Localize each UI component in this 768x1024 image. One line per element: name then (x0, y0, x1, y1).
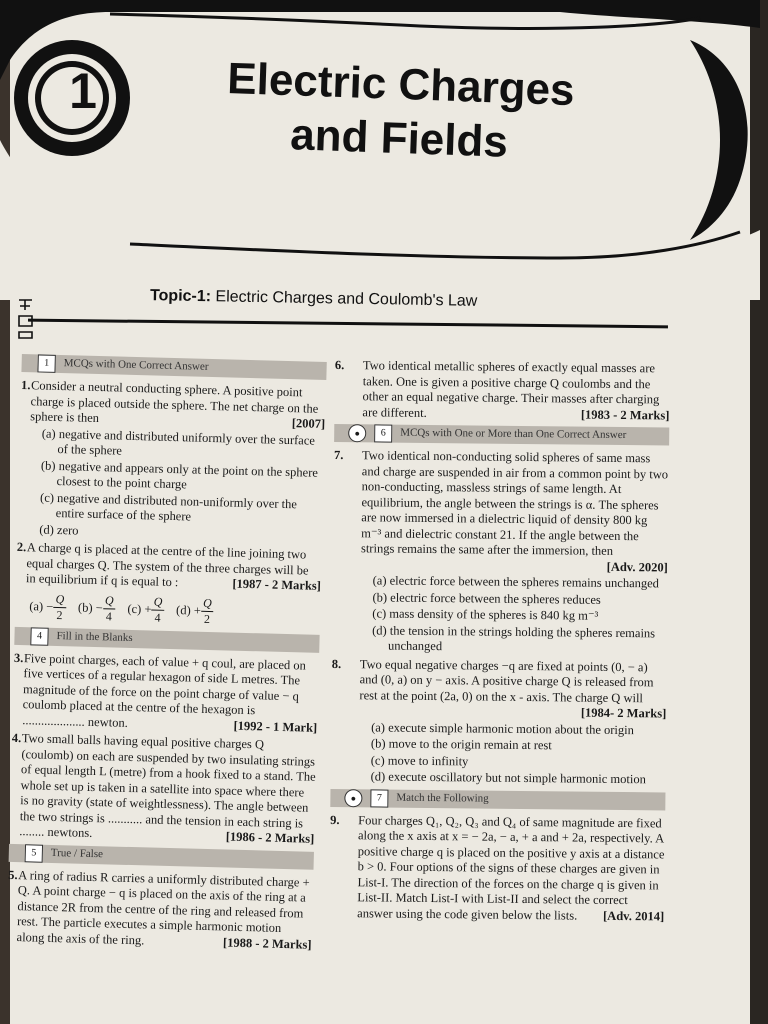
section-number: 6 (374, 424, 392, 442)
question-7 (332, 448, 669, 657)
question-number: 5. (8, 867, 18, 882)
section-label: True / False (50, 846, 104, 861)
section-number: 4 (30, 627, 48, 645)
question-number: 4. (11, 730, 22, 746)
topic-rule (28, 319, 668, 329)
question-number: 6. (334, 358, 345, 373)
textbook-page (10, 0, 750, 1024)
question-tag: [1986 - 2 Marks] (225, 829, 315, 846)
question-number: 9. (330, 812, 340, 827)
question-text: Two identical non-conducting solid spheres of same mass and charge are suspended in air from a common point by two non-conducting, massless strings of same length. At equilibrium, the angle between the strings is α. The spheres are now immersed in a dielectric liquid of density 800 kg m⁻³ and dielectric constant 21. If the angle between the strings remains the same after the immersion, then (360, 448, 669, 558)
section-header-fill-blanks (14, 626, 319, 652)
section-number: 7 (370, 789, 388, 807)
question-tag: [Adv. 2020] (606, 559, 668, 574)
chapter-title-line2: and Fields (289, 110, 509, 167)
option-c: (c) + $\frac{Q}{4}$ (127, 594, 163, 625)
question-9 (329, 812, 665, 924)
question-8 (331, 656, 667, 788)
section-label: Match the Following (396, 791, 489, 805)
option-d: (d) execute oscillatory but not simple harmonic motion (370, 769, 646, 787)
section-header-mcq-multiple (334, 424, 669, 446)
question-4 (9, 731, 317, 847)
topic-prefix: Topic-1: (149, 287, 212, 306)
option-d: (d) the tension in the strings holding the spheres remains unchanged (372, 622, 656, 654)
lightbulb-icon: ● (348, 424, 366, 442)
section-number: 1 (37, 354, 55, 372)
option-b: (b) negative and appears only at the point on the sphere closest to the point charge (40, 458, 319, 492)
section-label: MCQs with One Correct Answer (63, 357, 209, 374)
question-text: Four charges Q₁, Q₂, Q₃ and Q₄ of same magnitude are fixed along the x axis at x = − 2a, − a, + a and + 2a, respectively. A positive charge q is placed on the positive y axis at a distance b > 0. Four options of the signs of these charges are given in List-I. The direction of the forces on the charge q is given in List-II. Match List-I with List-II and select the correct answer using the code given below the lists. (357, 812, 665, 923)
section-label: MCQs with One or More than One Correct Answer (400, 426, 627, 442)
section-number: 5 (25, 844, 43, 862)
question-tag: [2007] (291, 416, 326, 431)
chapter-number: 1 (69, 63, 97, 119)
lightbulb-icon: ● (344, 789, 362, 807)
option-d: (d) + $\frac{Q}{2}$ (175, 595, 212, 627)
option-a: (a) negative and distributed uniformly over the surface of the sphere (41, 426, 316, 458)
left-column (6, 350, 327, 956)
option-c: (c) move to infinity (370, 752, 469, 768)
question-5 (6, 867, 313, 952)
option-b: (b) move to the origin remain at rest (370, 736, 552, 753)
right-column (329, 358, 670, 927)
question-tag: [Adv. 2014] (602, 908, 665, 923)
question-2 (15, 540, 322, 630)
option-a: (a) execute simple harmonic motion about the origin (371, 719, 634, 737)
fraction-options (29, 591, 321, 631)
question-tag: [1987 - 2 Marks] (232, 576, 322, 593)
question-text: Two identical metallic spheres of exactly equal masses are taken. One is given a positive charge Q coulombs and the other an equal negative charge. Their masses after charging are different. (362, 358, 660, 420)
option-c: (c) negative and distributed non-uniformly over the entire surface of the sphere (39, 490, 298, 524)
chapter-title-line1: Electric Charges (226, 53, 576, 116)
option-b: (b) − $\frac{Q}{4}$ (77, 592, 114, 624)
question-tag: [1983 - 2 Marks] (580, 407, 670, 423)
question-number: 7. (333, 447, 344, 463)
question-text: A ring of radius R carries a uniformly distributed charge + Q. A point charge − q is placed on the axis of the ring at a distance 2R from the centre of the ring and released from rest. The particle executes a simple harmonic motion along the axis of the ring. (16, 867, 310, 947)
question-tag: [1992 - 1 Mark] (233, 718, 318, 735)
question-3 (12, 650, 319, 735)
section-header-match (330, 788, 665, 810)
section-header-true-false (9, 843, 314, 869)
section-label: Fill in the Blanks (56, 629, 133, 644)
question-number: 3. (13, 650, 24, 665)
question-text: Consider a neutral conducting sphere. A positive point charge is placed outside the sphere. The net charge on the sphere is then (30, 378, 319, 426)
question-number: 2. (16, 539, 27, 555)
topic-name: Electric Charges and Coulomb's Law (215, 288, 478, 310)
question-tag: [1988 - 2 Marks] (222, 934, 312, 952)
chapter-title (208, 51, 592, 172)
option-a: (a) electric force between the spheres remains unchanged (372, 573, 660, 591)
option-a: (a) − $\frac{Q}{2}$ (29, 591, 65, 623)
section-header-mcq-one (21, 354, 326, 380)
option-c: (c) mass density of the spheres is 840 kg m⁻³ (372, 606, 599, 623)
question-1 (17, 378, 326, 545)
question-text: A charge q is placed at the centre of the line joining two equal charges Q. The system of the three charges will be in equilibrium if q is equal to : (25, 540, 309, 590)
question-number: 8. (331, 656, 342, 671)
question-6 (334, 358, 670, 424)
question-text: Five point charges, each of value + q coul, are placed on five vertices of a regular hexagon of side L metres. The magnitude of the force on the point charge of value − q coulomb placed at the centre of the hexagon is .................... newton. (22, 650, 307, 730)
option-d: (d) zero (39, 522, 79, 538)
question-text: Two equal negative charges −q are fixed at points (0, − a) and (0, a) on y − axis. A positive charge Q is released from rest at the point (2a, 0) on the x - axis. The charge Q will (359, 656, 654, 705)
option-b: (b) electric force between the spheres reduces (372, 589, 601, 607)
question-text: Two small balls having equal positive charges Q (coulomb) on each are suspended by two insulating strings of equal length L (metre) from a hook fixed to a stand. The whole set up is taken in a satellite into space where there is no gravity (state of weightlessness). The angle between the two strings is ........... and the tension in each string is ........ newtons. (19, 731, 316, 841)
question-tag: [1984- 2 Marks] (580, 705, 667, 721)
question-number: 1. (20, 377, 31, 393)
